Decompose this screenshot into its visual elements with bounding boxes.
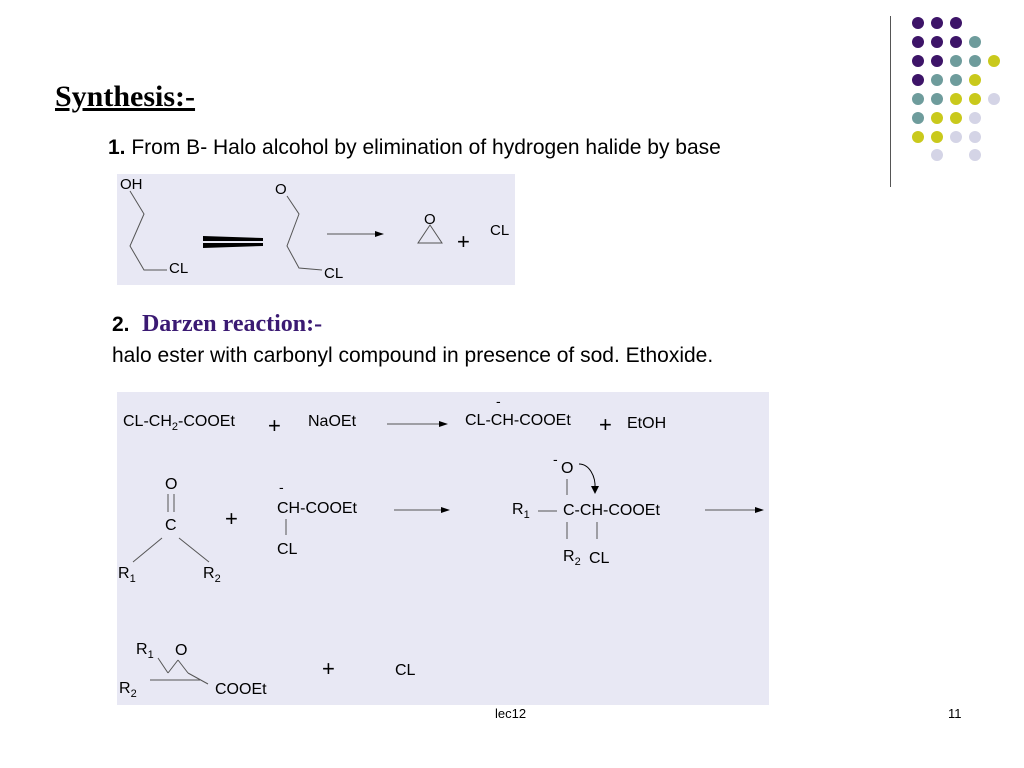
step-1-plus-2: +	[599, 412, 612, 437]
carbonyl-o-label: O	[165, 476, 178, 493]
electron-push-arrow	[579, 464, 595, 489]
epoxide-r2-label: $R_2$	[119, 680, 137, 700]
carbanion-cl-label: CL	[277, 541, 298, 558]
chloride-label: CL	[395, 662, 416, 679]
epoxide-o-label: O	[424, 211, 436, 228]
adduct-o-label: O	[561, 460, 574, 477]
carbonyl-c-label: C	[165, 517, 177, 534]
decorative-dot-grid	[908, 14, 1008, 164]
dot-row-5	[912, 93, 1000, 105]
reactant-cl-label: CL	[169, 260, 189, 277]
adduct-r2-label: $R_2$	[563, 548, 581, 568]
slide-page-number: 11	[948, 706, 962, 721]
leaving-cl-label: CL	[490, 222, 510, 239]
epoxide-ester-label: COOEt	[215, 681, 267, 698]
sodium-ethoxide-label: NaOEt	[308, 413, 357, 430]
reactant-oh-label: OH	[120, 176, 143, 193]
step-2-arrow	[394, 507, 450, 513]
scheme-1-plus: +	[457, 229, 470, 254]
adduct-chain: C-CH-COOEt	[563, 502, 660, 519]
carbonyl-r1-label: $R_1$	[118, 565, 136, 585]
adduct-charge: -	[553, 451, 558, 467]
scheme-1-intermediate-bonds	[287, 196, 322, 270]
point-1-number: 1.	[108, 136, 126, 159]
electron-push-arrowhead	[591, 486, 599, 494]
intermediate-cl-label: CL	[324, 265, 344, 282]
carbanion-charge: -	[279, 479, 284, 495]
footer-lecture-label: lec12	[495, 706, 527, 721]
dot-row-7	[912, 131, 981, 143]
dot-row-4	[912, 74, 981, 86]
epoxide-o-label-2: O	[175, 642, 188, 659]
step-2-plus: +	[225, 506, 238, 531]
equilibrium-arrows	[203, 236, 263, 248]
point-2-description: halo ester with carbonyl compound in presence of sod. Ethoxide.	[112, 344, 714, 367]
scheme-1-panel	[117, 174, 515, 285]
epoxide-r1-label: $R_1$	[136, 641, 154, 661]
step-1-plus-1: +	[268, 413, 281, 438]
glycidic-ester-bonds	[150, 658, 208, 684]
point-1-text: From B- Halo alcohol by elimination of hydrogen halide by base	[131, 136, 721, 159]
ethanol-label: EtOH	[627, 415, 667, 432]
slide-title: Synthesis:-	[55, 80, 196, 113]
adduct-cl-label: CL	[589, 550, 610, 567]
chloroacetate-formula: $CL-CH_2$-COOEt	[123, 413, 235, 433]
dot-row-3	[912, 55, 1000, 67]
carbanion-chain: CH-COOEt	[277, 500, 357, 517]
header-divider-line	[890, 16, 891, 187]
dot-row-8	[931, 149, 981, 161]
dot-row-2	[912, 36, 981, 48]
point-2-heading	[112, 311, 322, 338]
carbonyl-double-bond	[168, 494, 174, 512]
intermediate-o-label: O	[275, 181, 287, 198]
point-1	[108, 136, 721, 160]
step-1-carbanion-charge: -	[496, 393, 501, 409]
scheme-2-panel	[117, 392, 769, 705]
step-3-plus: +	[322, 656, 335, 681]
carbanion-formula: CL-CH-COOEt	[465, 412, 571, 429]
scheme-1-reactant-bonds	[130, 191, 167, 270]
point-2-number: 2.	[112, 313, 130, 336]
step-1-arrow	[387, 421, 448, 427]
step-3-arrow	[705, 507, 764, 513]
carbonyl-r2-label: $R_2$	[203, 565, 221, 585]
reaction-arrow-1	[375, 231, 384, 237]
dot-row-6	[912, 112, 981, 124]
carbonyl-r-bonds	[133, 538, 209, 562]
dot-row-1	[912, 17, 962, 29]
darzen-heading: Darzen reaction:-	[141, 311, 323, 337]
adduct-r1-label: $R_1$	[512, 501, 530, 521]
